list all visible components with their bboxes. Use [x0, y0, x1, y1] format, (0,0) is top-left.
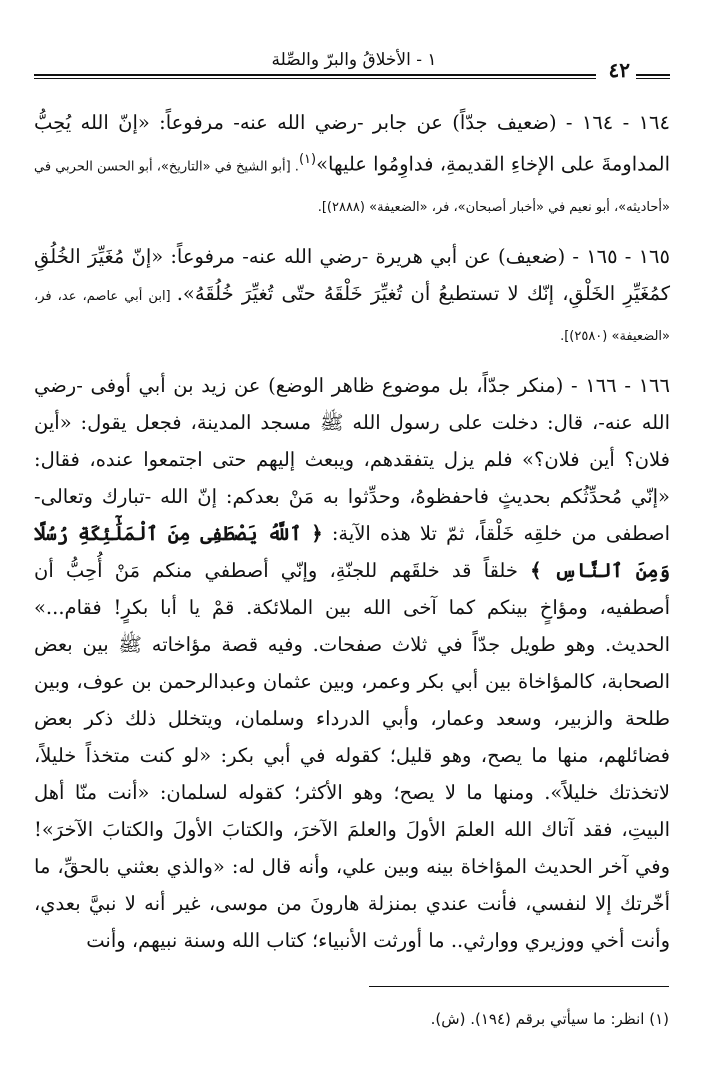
page-header — [34, 44, 670, 90]
hadith-number: ١٦٤ - ١٦٤ — [581, 111, 670, 134]
header-rule — [34, 74, 596, 79]
hadith-text: - (ضعيف) عن أبي هريرة -رضي الله عنه- مرفوعاً: «إنّ مُغَيِّرَ الخُلُقِ كمُغَيِّرِ الخَلْقِ، إنّك لا تستطيعُ أن تُغيِّرَ خَلْقَهُ حتّى تُغيِّرَ خُلُقَهُ». — [34, 244, 671, 305]
hadith-number: ١٦٥ - ١٦٥ — [586, 244, 670, 268]
hadith-text: - (ضعيف جدّاً) عن جابر -رضي الله عنه- مرفوعاً: «إنّ الله يُحِبُّ المداومةَ على الإخاءِ القديمةِ، فداوِمُوا عليها» — [34, 111, 670, 176]
page-number: ٤٢ — [608, 58, 630, 82]
quran-verse: ﴿ ٱللَّهُ يَصْطَفِى مِنَ ٱلْمَلَٰٓئِكَةِ رُسُلًا وَمِنَ ٱلنَّاسِ ﴾ — [34, 521, 670, 582]
hadith-text-continued: خلقاً قد خلقَهم للجنّةِ، وإنّي أصطفي منكم مَنْ أُحِبُّ أن أصطفيه، ومؤاخٍ بينكم كما آخى الله بين الملائكة. قمْ يا أبا بكرٍ! فقام...» الحديث. وهو طويل جدّاً في ثلاث صفحات. وفيه قصة مؤاخاته ﷺ بين بعض الصحابة، كالمؤاخاة بين أبي بكر وعمر، وبين عثمان وعبدالرحمن بن عوف، وبين طلحة والزبير، وسعد وعمار، وأبي الدرداء وسلمان، ويتخلل ذلك ذكر بعض فضائلهم، منها ما يصح، وهو قليل؛ كقوله في أبي بكر: «لو كنت متخذاً خليلاً، لاتخذتك خليلاً». ومنها ما لا يصح؛ وهو الأكثر؛ كقوله لسلمان: «أنت منّا أهل البيتِ، فقد آتاك الله العلمَ الأولَ والعلمَ الآخرَ، والكتابَ الأولَ والكتابَ الآخرَ»! وفي آخر الحديث المؤاخاة بينه وبين علي، وأنه قال له: «والذي بعثني بالحقِّ، ما أخّرتك إلا لنفسي، فأنت عندي بمنزلة هارونَ من موسى، غير أنه لا نبيَّ بعدي، وأنت أخي ووزيري ووارثي.. ما أورثت الأنبياء؛ كتاب الله وسنة نبيهم، وأنت — [34, 558, 670, 952]
hadith-164 — [34, 104, 670, 226]
footnote-ref[interactable]: (١) — [298, 152, 317, 167]
footnote: (١) انظر: ما سيأتي برقم (١٩٤). (ش). — [430, 1010, 669, 1028]
hadith-number: ١٦٦ - ١٦٦ — [585, 373, 670, 397]
header-rule-short — [636, 74, 670, 79]
hadith-source: [ابن أبي عاصم، عد، فر، «الضعيفة» (٢٥٨٠)]. — [34, 288, 670, 344]
hadith-text: - (منكر جدّاً، بل موضوع ظاهر الوضع) عن زيد بن أبي أوفى -رضي الله عنه-، قال: دخلت على رسول الله ﷺ مسجد المدينة، فجعل يقول: «أين فلان؟ أين فلان؟» فلم يزل يتفقدهم، ويبعث إليهم حتى اجتمعوا عنده، فقال: «إنّي مُحدِّثُكم بحديثٍ فاحفظوهُ، وحدِّثوا به مَنْ بعدكم: إنّ الله -تبارك وتعالى- اصطفى من خلقِه خَلْقاً، ثمّ تلا هذه الآية: — [34, 373, 670, 545]
hadith-source: . [أبو الشيخ في «التاريخ»، أبو الحسن الحربي في «أحاديثه»، أبو نعيم في «أخبار أصبحان»، فر، «الضعيفة» (٢٨٨٨)]. — [34, 159, 670, 215]
hadith-165 — [34, 238, 670, 355]
page-body — [34, 104, 670, 959]
running-title: ١ - الأخلاقُ والبرّ والصِّلة — [271, 50, 437, 70]
footnote-separator — [369, 986, 669, 987]
hadith-166 — [34, 367, 670, 959]
